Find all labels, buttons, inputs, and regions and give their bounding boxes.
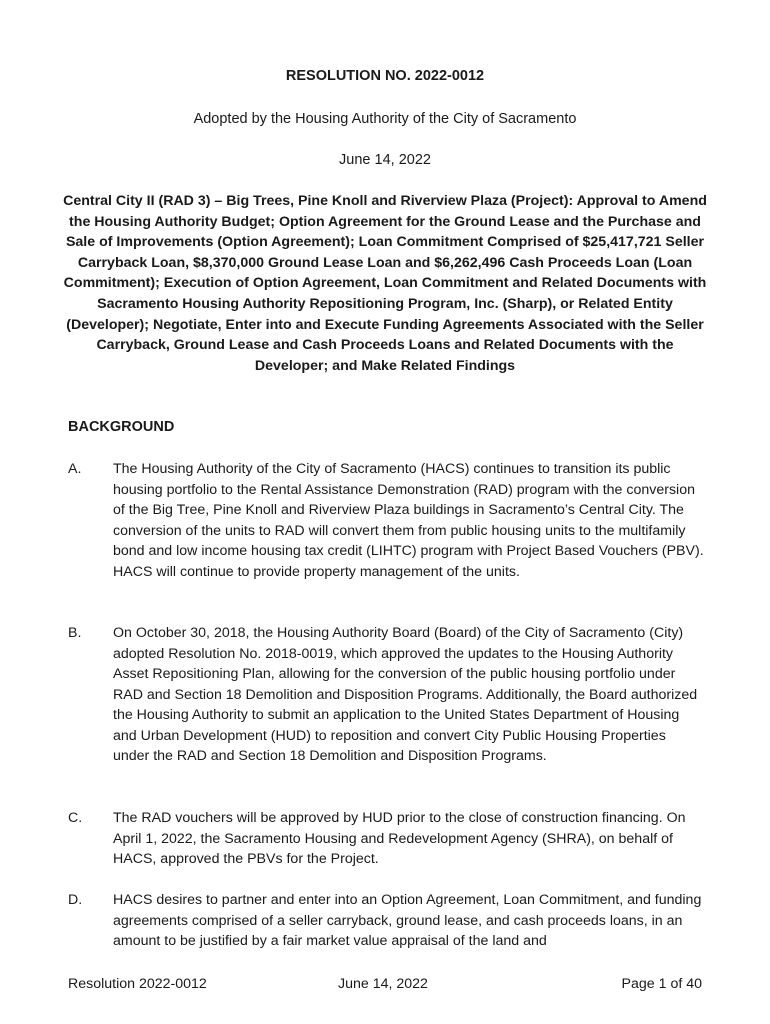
resolution-subject: Central City II (RAD 3) – Big Trees, Pine Knoll and Riverview Plaza (Project): Approval to Amend the Housing Authority Budget; Option Agreement for the Ground Lease and the Purchase and Sale of Improvements (Option Agreement); Loan Commitment Comprised of $25,417,721 Seller Carryback Loan, $8,370,000 Ground Lease Loan and $6,262,496 Cash Proceeds Loan (Loan Commitment); Execution of Option Agreement, Loan Commitment and Related Documents with Sacramento Housing Authority Repositioning Program, Inc. (Sharp), or Related Entity (Developer); Negotiate, Enter into and Execute Funding Agreements Associated with the Seller Carryback, Ground Lease and Cash Proceeds Loans and Related Documents with the Developer; and Make Related Findings (63, 193, 707, 374)
item-letter: D. (68, 892, 83, 908)
background-item (68, 459, 708, 582)
footer-date: June 14, 2022 (338, 976, 428, 992)
resolution-date: June 14, 2022 (339, 152, 431, 168)
adopted-by-line: Adopted by the Housing Authority of the City of Sacramento (193, 111, 577, 127)
background-item (68, 808, 708, 870)
item-letter: A. (68, 461, 82, 477)
background-item (68, 623, 708, 767)
item-text: HACS desires to partner and enter into an Option Agreement, Loan Commitment, and funding agreements comprised of a seller carryback, ground lease, and cash proceeds loans, in an amount to be justified by a fair market value appraisal of the land and (113, 892, 702, 949)
page-footer (68, 976, 702, 996)
footer-page-number: Page 1 of 40 (621, 976, 702, 992)
item-text: The RAD vouchers will be approved by HUD prior to the close of construction financing. On April 1, 2022, the Sacramento Housing and Redevelopment Agency (SHRA), on behalf of HACS, approved the PBVs for the Project. (113, 810, 686, 867)
item-letter: B. (68, 625, 82, 641)
footer-resolution-number: Resolution 2022-0012 (68, 976, 207, 992)
background-heading: BACKGROUND (68, 419, 175, 435)
item-letter: C. (68, 810, 83, 826)
item-text: On October 30, 2018, the Housing Authority Board (Board) of the City of Sacramento (City) adopted Resolution No. 2018-0019, which approved the updates to the Housing Authority Asset Repositioning Plan, allowing for the conversion of the public housing portfolio under RAD and Section 18 Demolition and Disposition Programs. Additionally, the Board authorized the Housing Authority to submit an application to the United States Department of Housing and Urban Development (HUD) to reposition and convert City Public Housing Properties under the RAD and Section 18 Demolition and Disposition Programs. (113, 625, 698, 764)
resolution-title: RESOLUTION NO. 2022-0012 (285, 68, 485, 84)
background-item (68, 890, 708, 952)
item-text: The Housing Authority of the City of Sacramento (HACS) continues to transition its public housing portfolio to the Rental Assistance Demonstration (RAD) program with the conversion of the Big Tree, Pine Knoll and Riverview Plaza buildings in Sacramento’s Central City. The conversion of the units to RAD will convert them from public housing units to the multifamily bond and low income housing tax credit (LIHTC) program with Project Based Vouchers (PBV). HACS will continue to provide property management of the units. (113, 461, 704, 580)
